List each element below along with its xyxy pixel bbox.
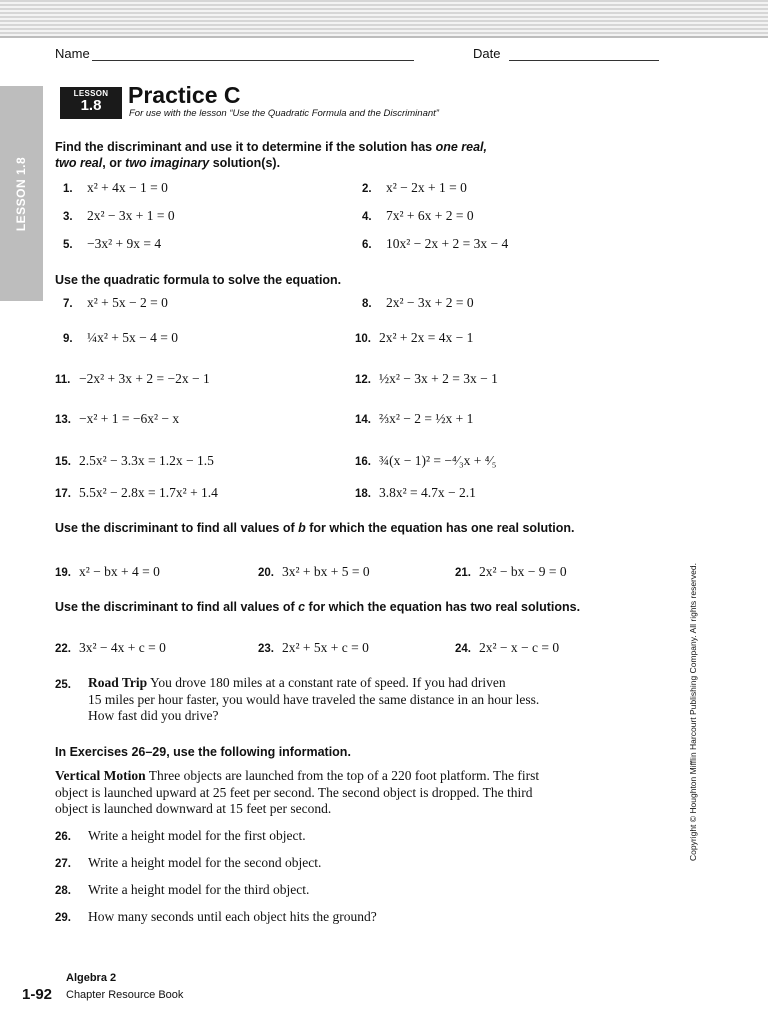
exercise-12: 12. ½x² − 3x + 2 = 3x − 1 xyxy=(355,371,498,386)
lesson-badge xyxy=(60,87,122,119)
instr-emphasis: one real, xyxy=(435,140,488,154)
exercise-14: 14. ⅔x² − 2 = ½x + 1 xyxy=(355,411,474,426)
exercise-1: 1. x² + 4x − 1 = 0 xyxy=(63,180,168,195)
problem-29: 29. How many seconds until each object hits the ground? xyxy=(55,909,377,924)
exercise-22: 22. 3x² − 4x + c = 0 xyxy=(55,640,166,655)
exercise-3: 3. 2x² − 3x + 1 = 0 xyxy=(63,208,175,223)
problem-26: 26. Write a height model for the first object. xyxy=(55,828,306,843)
copyright-notice: Copyright © Houghton Mifflin Harcourt Publishing Company. All rights reserved. xyxy=(688,563,698,861)
lesson-side-tab xyxy=(0,86,43,301)
info-heading: In Exercises 26–29, use the following information. xyxy=(55,745,351,759)
vertical-motion-text: Vertical Motion Three objects are launched from the top of a 220 foot platform. The first object is launched upward at 25 feet per second. The second object is dropped. The third object is launched downward at 15 feet per second. xyxy=(55,768,540,816)
page-title: Practice C xyxy=(128,82,241,108)
exercise-21: 21. 2x² − bx − 9 = 0 xyxy=(455,564,567,579)
top-stripe-band xyxy=(0,0,768,38)
date-blank[interactable] xyxy=(509,60,659,61)
date-label: Date xyxy=(473,46,501,61)
exercise-18: 18. 3.8x² = 4.7x − 2.1 xyxy=(355,485,476,500)
exercise-13: 13. −x² + 1 = −6x² − x xyxy=(55,411,180,426)
exercise-16: 16. ¾(x − 1)² = −⁴⁄₃x + ⁴⁄₅ xyxy=(355,453,497,468)
exercise-2: 2. x² − 2x + 1 = 0 xyxy=(362,180,467,195)
page-subtitle: For use with the lesson “Use the Quadratic Formula and the Discriminant” xyxy=(129,108,439,119)
exercise-11: 11. −2x² + 3x + 2 = −2x − 1 xyxy=(55,371,210,386)
lesson-badge-label: LESSON xyxy=(73,89,109,98)
page-number: 1-92 xyxy=(22,986,53,1003)
section2-instruction: Use the quadratic formula to solve the equation. xyxy=(55,273,342,287)
exercise-9: 9. ¼x² + 5x − 4 = 0 xyxy=(63,330,179,345)
section1-instruction: Find the discriminant and use it to determine if the solution has one real, two real, or two imaginary solution(s). xyxy=(55,140,488,170)
problem-27: 27. Write a height model for the second object. xyxy=(55,855,322,870)
problem-25-number: 25. xyxy=(55,679,71,691)
name-label: Name xyxy=(55,46,90,61)
exercise-7: 7. x² + 5x − 2 = 0 xyxy=(63,295,168,310)
variable-b: b xyxy=(298,521,306,535)
exercise-20: 20. 3x² + bx + 5 = 0 xyxy=(258,564,370,579)
instr-emphasis: two imaginary xyxy=(125,156,210,170)
name-blank[interactable] xyxy=(92,60,414,61)
variable-c: c xyxy=(298,600,306,614)
exercise-5: 5. −3x² + 9x = 4 xyxy=(63,236,162,251)
book-title: Algebra 2 xyxy=(66,972,117,984)
exercise-6: 6. 10x² − 2x + 2 = 3x − 4 xyxy=(362,236,509,251)
exercise-4: 4. 7x² + 6x + 2 = 0 xyxy=(362,208,474,223)
problem-25-text: Road Trip You drove 180 miles at a constant rate of speed. If you had driven 15 miles per hour faster, you would have traveled the same distance in an hour less. How fast did you drive? xyxy=(88,675,540,723)
exercise-23: 23. 2x² + 5x + c = 0 xyxy=(258,640,369,655)
side-tab-label: LESSON 1.8 xyxy=(14,156,28,232)
section3-instruction: Use the discriminant to find all values of b for which the equation has one real solution. xyxy=(55,521,575,535)
problem-28: 28. Write a height model for the third object. xyxy=(55,882,310,897)
problem-25-title: Road Trip xyxy=(88,675,148,690)
exercise-24: 24. 2x² − x − c = 0 xyxy=(455,640,560,655)
exercise-17: 17. 5.5x² − 2.8x = 1.7x² + 1.4 xyxy=(55,485,218,500)
lesson-badge-number: 1.8 xyxy=(80,97,102,114)
exercise-10: 10. 2x² + 2x = 4x − 1 xyxy=(355,330,474,345)
book-subtitle: Chapter Resource Book xyxy=(66,989,184,1001)
vertical-motion-title: Vertical Motion xyxy=(55,768,146,783)
instr-emphasis: two real xyxy=(55,156,103,170)
exercise-15: 15. 2.5x² − 3.3x = 1.2x − 1.5 xyxy=(55,453,214,468)
exercise-19: 19. x² − bx + 4 = 0 xyxy=(55,564,160,579)
section4-instruction: Use the discriminant to find all values of c for which the equation has two real solutions. xyxy=(55,600,581,614)
exercise-8: 8. 2x² − 3x + 2 = 0 xyxy=(362,295,474,310)
